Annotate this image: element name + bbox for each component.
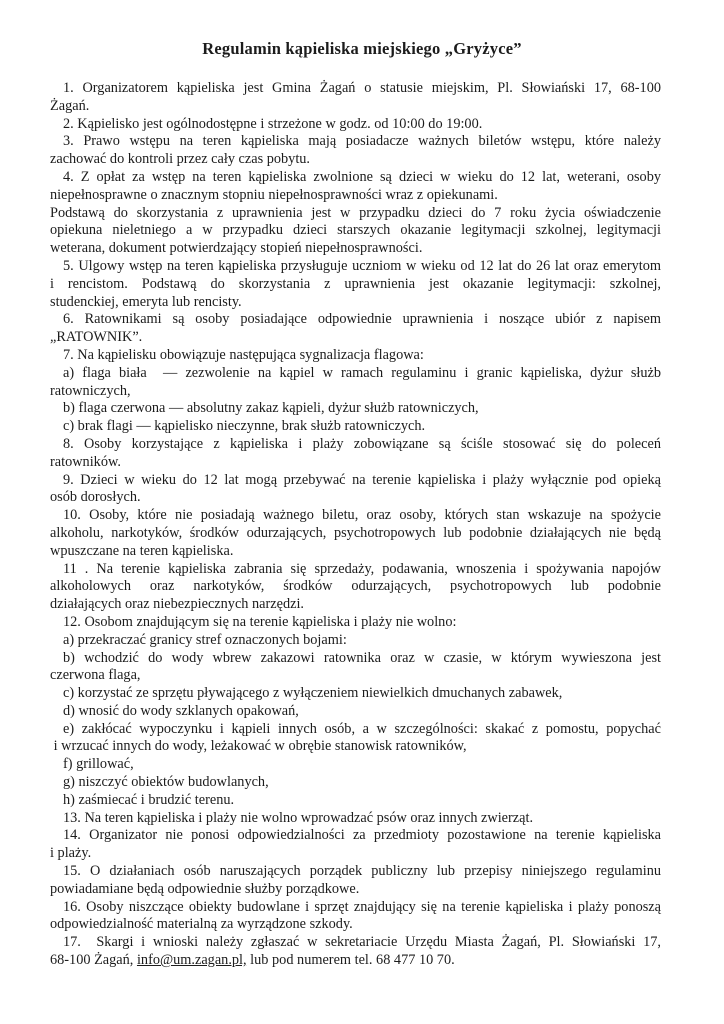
text-line: h) zaśmiecać i brudzić terenu. [63, 791, 235, 808]
paragraph [50, 756, 661, 774]
text-line: 6. Ratownikami są osoby posiadające odpowiednie uprawnienia i noszące ubiór z napisem [63, 311, 661, 328]
text-line: ratowniczych, [50, 382, 131, 399]
text-line: i rencistom. Podstawą do skorzystania z uprawnienia jest okazanie legitymacji: szkolnej, [50, 275, 661, 292]
paragraph [50, 80, 661, 116]
text-line: 11 . Na terenie kąpieliska zabrania się sprzedaży, podawania, wnoszenia i spożywania napojów [63, 560, 661, 577]
document-body [50, 80, 661, 970]
text-line: g) niszczyć obiektów budowlanych, [63, 774, 269, 791]
text-line: 13. Na teren kąpieliska i plaży nie wolno wprowadzać psów oraz innych zwierząt. [63, 809, 534, 826]
text-line: „RATOWNIK”. [50, 329, 143, 346]
paragraph [50, 685, 661, 703]
paragraph [50, 169, 661, 205]
text-line: f) grillować, [63, 756, 134, 773]
paragraph [50, 400, 661, 418]
paragraph [50, 810, 661, 828]
text-line: a) flaga biała — zezwolenie na kąpiel w ramach regulaminu i granic kąpieliska, dyżur służb [63, 364, 661, 381]
text-line: działających oraz niebezpiecznych narzędzi. [50, 596, 305, 613]
paragraph [50, 205, 661, 258]
text-line: osób dorosłych. [50, 489, 141, 506]
text-line: e) zakłócać wypoczynku i kąpieli innych osób, a w szczególności: skakać z pomostu, popychać [63, 720, 661, 737]
text-line: 1. Organizatorem kąpieliska jest Gmina Żagań o statusie miejskim, Pl. Słowiański 17, 68-100 [63, 80, 661, 96]
text-line: 5. Ulgowy wstęp na teren kąpieliska przysługuje uczniom w wieku od 12 lat do 26 lat oraz emerytom [63, 257, 661, 274]
text-line: studenckiej, emeryta lub rencisty. [50, 293, 242, 310]
text-line: 14. Organizator nie ponosi odpowiedzialności za przedmioty pozostawione na terenie kąpieliska [63, 827, 661, 844]
paragraph [50, 472, 661, 508]
text-line: opiekuna nieletniego a w przypadku dzieci starszych okazanie legitymacji szkolnej, legitymacji [50, 222, 661, 239]
text-line: wpuszczane na teren kąpieliska. [50, 542, 234, 559]
text-line: alkoholowych oraz narkotyków, środków odurzających, psychotropowych lub podobnie [50, 578, 661, 595]
text-line: powiadamiane będą odpowiednie służby porządkowe. [50, 880, 360, 897]
text-line: i wrzucać innych do wody, leżakować w obrębie stanowisk ratowników, [50, 738, 467, 755]
text-line: 7. Na kąpielisku obowiązuje następująca sygnalizacja flagowa: [63, 346, 424, 363]
text-segment: lub pod numerem tel. 68 477 10 70. [246, 952, 455, 969]
text-segment: 68-100 Żagań, [50, 952, 137, 969]
paragraph [50, 863, 661, 899]
text-line: odpowiedzialność materialną za wyrządzone szkody. [50, 916, 353, 933]
paragraph [50, 650, 661, 686]
paragraph [50, 703, 661, 721]
paragraph [50, 116, 661, 134]
text-line: 9. Dzieci w wieku do 12 lat mogą przebywać na terenie kąpieliska i plaży wyłącznie pod opieką [63, 471, 661, 488]
paragraph [50, 311, 661, 347]
paragraph [50, 418, 661, 436]
paragraph [50, 721, 661, 757]
paragraph [50, 561, 661, 614]
text-line: 16. Osoby niszczące obiekty budowlane i sprzęt znajdujący się na terenie kąpieliska i plaży ponoszą [63, 898, 661, 915]
text-line: 2. Kąpielisko jest ogólnodostępne i strzeżone w godz. od 10:00 do 19:00. [63, 115, 483, 132]
text-line: 4. Z opłat za wstęp na teren kąpieliska zwolnione są dzieci w wieku do 12 lat, weterani, osoby [63, 168, 661, 185]
paragraph [50, 792, 661, 810]
paragraph [50, 934, 661, 970]
text-line: czerwona flaga, [50, 667, 141, 684]
text-line: c) brak flagi — kąpielisko nieczynne, brak służb ratowniczych. [63, 418, 426, 435]
text-line [50, 952, 661, 970]
text-line: alkoholu, narkotyków, środków odurzających, psychotropowych lub podobnie działających nie będą [50, 524, 661, 541]
paragraph [50, 774, 661, 792]
text-line: 15. O działaniach osób naruszających porządek publiczny lub przepisy niniejszego regulaminu [63, 863, 661, 880]
text-line: zachować do kontroli przez cały czas pobytu. [50, 151, 311, 168]
paragraph [50, 258, 661, 311]
text-line: i plaży. [50, 845, 92, 862]
paragraph [50, 133, 661, 169]
paragraph [50, 507, 661, 560]
text-line: a) przekraczać granicy stref oznaczonych bojami: [63, 631, 347, 648]
text-line: 8. Osoby korzystające z kąpieliska i plaży zobowiązane są ściśle stosować się do poleceń [63, 435, 661, 452]
paragraph [50, 365, 661, 401]
paragraph [50, 827, 661, 863]
text-line: c) korzystać ze sprzętu pływającego z wyłączeniem niewielkich dmuchanych zabawek, [63, 685, 563, 702]
paragraph [50, 614, 661, 632]
document-title: Regulamin kąpieliska miejskiego „Gryżyce” [202, 39, 522, 58]
paragraph [50, 632, 661, 650]
email-link[interactable]: info@um.zagan.pl, [136, 952, 247, 969]
text-line: b) flaga czerwona — absolutny zakaz kąpieli, dyżur służb ratowniczych, [63, 400, 479, 417]
text-line: niepełnosprawne o znacznym stopniu niepełnosprawności wraz z opiekunami. [50, 186, 498, 203]
text-line: 17. Skargi i wnioski należy zgłaszać w sekretariacie Urzędu Miasta Żagań, Pl. Słowiański 17, [63, 934, 661, 951]
text-line: 10. Osoby, które nie posiadają ważnego biletu, oraz osoby, których stan wskazuje na spożycie [63, 507, 661, 524]
text-line: weterana, dokument potwierdzający stopień niepełnosprawności. [50, 240, 423, 257]
paragraph [50, 436, 661, 472]
paragraph [50, 347, 661, 365]
text-line: Podstawą do skorzystania z uprawnienia jest w przypadku dzieci do 7 roku życia oświadczenie [50, 204, 661, 221]
text-line: 3. Prawo wstępu na teren kąpieliska mają posiadacze ważnych biletów wstępu, które należy [63, 133, 661, 150]
text-line: ratowników. [50, 453, 121, 470]
paragraph [50, 899, 661, 935]
text-line: 12. Osobom znajdującym się na terenie kąpieliska i plaży nie wolno: [63, 613, 457, 630]
text-line: d) wnosić do wody szklanych opakowań, [63, 702, 299, 719]
text-line: Żagań. [50, 97, 90, 114]
text-line: b) wchodzić do wody wbrew zakazowi ratownika oraz w czasie, w którym wywieszona jest [63, 649, 661, 666]
